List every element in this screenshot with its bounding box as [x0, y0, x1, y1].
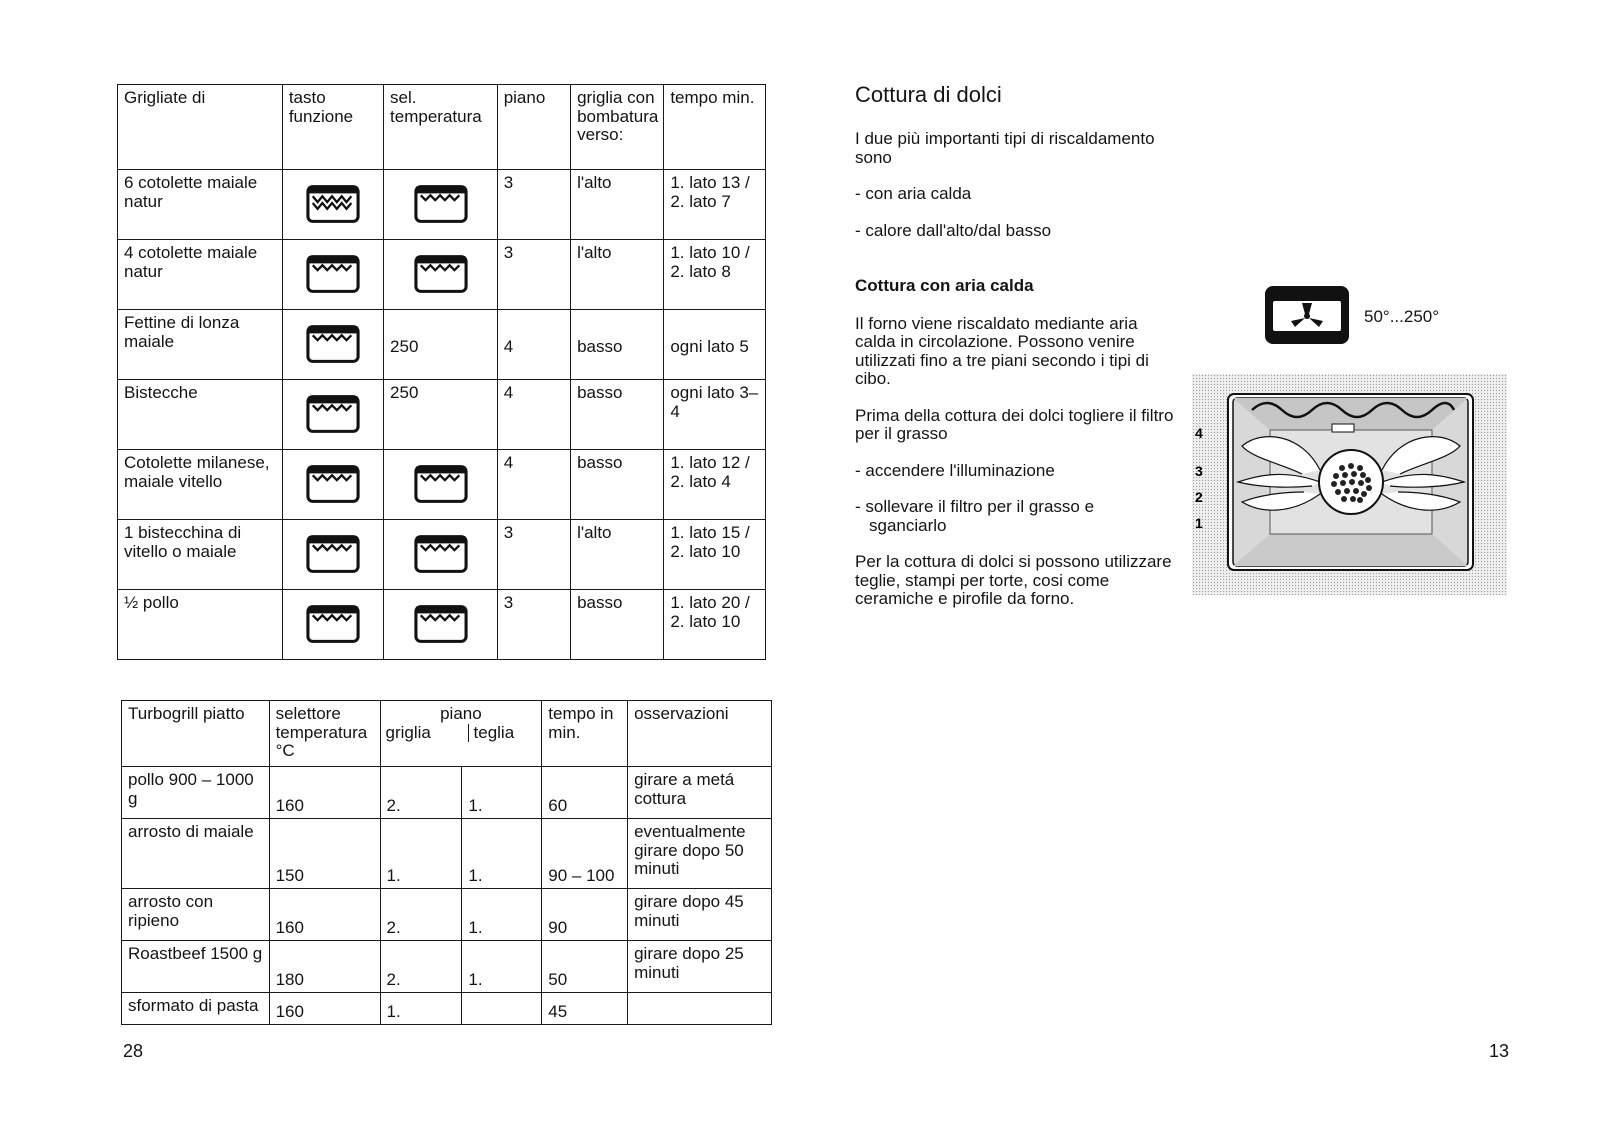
section-title: Cottura di dolci [855, 82, 1002, 107]
food-cell: Cotolette milanese, maiale vitello [118, 450, 283, 520]
grill-row [118, 240, 766, 310]
dish-cell: Roastbeef 1500 g [122, 941, 270, 993]
tempo-cell: 50 [542, 941, 628, 993]
note-cell: girare dopo 25 minuti [628, 941, 772, 993]
function-cell [282, 520, 383, 590]
griglia-cell: 2. [380, 767, 462, 819]
temp-cell: 150 [269, 819, 380, 889]
tempo-cell: 90 – 100 [542, 819, 628, 889]
piano-cell: 4 [497, 310, 570, 380]
griglia-cell: basso [571, 380, 664, 450]
bullet-light: - accendere l'illuminazione [855, 460, 1055, 480]
header-cell: Turbogrill piatto [122, 701, 270, 767]
teglia-cell: 1. [462, 889, 542, 941]
teglia-cell: 1. [462, 941, 542, 993]
grill-header-row [118, 85, 766, 170]
top-heat-icon [414, 534, 468, 574]
food-cell: 4 cotolette maiale natur [118, 240, 283, 310]
level-label: 3 [1195, 463, 1203, 479]
grill-row [118, 170, 766, 240]
top-heat-icon [306, 324, 360, 364]
dish-cell: pollo 900 – 1000 g [122, 767, 270, 819]
header-cell: selettore temperatura °C [269, 701, 380, 767]
temp-cell [384, 170, 498, 240]
top-heat-icon [306, 464, 360, 504]
piano-cell: 3 [497, 170, 570, 240]
oven-airflow-diagram [1192, 374, 1507, 595]
level-label: 4 [1195, 425, 1203, 441]
grill-row [118, 450, 766, 520]
tempo-cell: 60 [542, 767, 628, 819]
tempo-cell: ogni lato 5 [664, 310, 766, 380]
temp-cell: 160 [269, 889, 380, 941]
header-cell: piano [497, 85, 570, 170]
tempo-cell: 1. lato 20 / 2. lato 10 [664, 590, 766, 660]
griglia-cell: 2. [380, 889, 462, 941]
note-cell: girare dopo 45 minuti [628, 889, 772, 941]
turbo-row [122, 889, 772, 941]
dish-cell: arrosto di maiale [122, 819, 270, 889]
griglia-cell: l'alto [571, 520, 664, 590]
temp-cell: 160 [269, 767, 380, 819]
temp-cell: 180 [269, 941, 380, 993]
temp-cell [384, 590, 498, 660]
griglia-cell: basso [571, 310, 664, 380]
intro-text: I due più importanti tipi di riscaldamento sono [855, 129, 1155, 167]
top-heat-icon [414, 184, 468, 224]
turbo-row [122, 993, 772, 1025]
level-label: 2 [1195, 489, 1203, 505]
header-cell: sel. temperatura [384, 85, 498, 170]
tempo-cell: 1. lato 13 / 2. lato 7 [664, 170, 766, 240]
top-heat-icon [306, 534, 360, 574]
top-heat-icon [306, 394, 360, 434]
function-cell [282, 380, 383, 450]
dish-cell: sformato di pasta [122, 993, 270, 1025]
tempo-cell: 90 [542, 889, 628, 941]
grill-row [118, 380, 766, 450]
turbo-row [122, 767, 772, 819]
teglia-cell [462, 993, 542, 1025]
griglia-cell: l'alto [571, 240, 664, 310]
piano-cell: 3 [497, 590, 570, 660]
grill-row [118, 310, 766, 380]
temperature-range: 50°...250° [1364, 307, 1440, 326]
piano-cell: 4 [497, 450, 570, 520]
tempo-cell: 45 [542, 993, 628, 1025]
griglia-cell: l'alto [571, 170, 664, 240]
temp-cell [384, 520, 498, 590]
note-cell: girare a metá cottura [628, 767, 772, 819]
griglia-cell: 2. [380, 941, 462, 993]
bullet-hot-air: - con aria calda [855, 184, 972, 203]
piano-cell: 3 [497, 520, 570, 590]
dish-cell: arrosto con ripieno [122, 889, 270, 941]
temp-cell: 250 [384, 310, 498, 380]
header-cell-piano [380, 701, 542, 767]
header-cell: griglia con bombatura verso: [571, 85, 664, 170]
level-label: 1 [1195, 515, 1203, 531]
top-heat-icon [414, 254, 468, 294]
header-cell: tempo in min. [542, 701, 628, 767]
temp-cell [384, 450, 498, 520]
header-teglia-label: teglia [468, 724, 515, 743]
turbogrill-table [121, 700, 772, 1025]
function-cell [282, 240, 383, 310]
tempo-cell: ogni lato 3–4 [664, 380, 766, 450]
grill-row [118, 590, 766, 660]
tempo-cell: 1. lato 12 / 2. lato 4 [664, 450, 766, 520]
temp-cell: 250 [384, 380, 498, 450]
baking-section [855, 82, 1175, 627]
temp-cell: 160 [269, 993, 380, 1025]
griglia-cell: 1. [380, 993, 462, 1025]
grill-row [118, 520, 766, 590]
piano-cell: 4 [497, 380, 570, 450]
griglia-cell: basso [571, 590, 664, 660]
baking-tools-text: Per la cottura di dolci si possono utilizzare teglie, stampi per torte, cosi come ceramiche e pirofile da forno. [855, 552, 1172, 608]
page-number-left: 28 [123, 1041, 144, 1061]
oven-floor [1233, 534, 1468, 566]
header-cell: Grigliate di [118, 85, 283, 170]
page-number-right: 13 [1489, 1041, 1510, 1061]
griglia-cell: 1. [380, 819, 462, 889]
turbo-row [122, 941, 772, 993]
header-piano-label: piano [440, 704, 482, 723]
subsection-title: Cottura con aria calda [855, 276, 1034, 295]
header-griglia-label: griglia [385, 722, 431, 742]
function-cell [282, 310, 383, 380]
turbo-row [122, 819, 772, 889]
top-heat-icon [414, 604, 468, 644]
food-cell: 6 cotolette maiale natur [118, 170, 283, 240]
grill-wide-icon [306, 184, 360, 224]
note-cell: eventualmente girare dopo 50 minuti [628, 819, 772, 889]
header-cell: tasto funzione [282, 85, 383, 170]
food-cell: Bistecche [118, 380, 283, 450]
food-cell: 1 bistecchina di vitello o maiale [118, 520, 283, 590]
hot-air-fan-icon [1262, 283, 1352, 347]
piano-cell: 3 [497, 240, 570, 310]
turbo-header-row [122, 701, 772, 767]
top-heat-icon [306, 604, 360, 644]
teglia-cell: 1. [462, 767, 542, 819]
food-cell: ½ pollo [118, 590, 283, 660]
top-heat-icon [306, 254, 360, 294]
function-cell [282, 590, 383, 660]
griglia-cell: basso [571, 450, 664, 520]
grill-table [117, 84, 766, 660]
top-heat-icon [414, 464, 468, 504]
filter-text: Prima della cottura dei dolci togliere il filtro per il grasso [855, 405, 1174, 443]
bullet-top-bottom-heat: - calore dall'alto/dal basso [855, 220, 1052, 240]
tempo-cell: 1. lato 10 / 2. lato 8 [664, 240, 766, 310]
function-cell [282, 170, 383, 240]
function-cell [282, 450, 383, 520]
header-cell: tempo min. [664, 85, 766, 170]
bullet-filter: - sollevare il filtro per il grasso e sganciarlo [855, 497, 1095, 535]
teglia-cell: 1. [462, 819, 542, 889]
temp-cell [384, 240, 498, 310]
note-cell [628, 993, 772, 1025]
oven-lamp [1332, 424, 1354, 432]
header-cell: osservazioni [628, 701, 772, 767]
tempo-cell: 1. lato 15 / 2. lato 10 [664, 520, 766, 590]
food-cell: Fettine di lonza maiale [118, 310, 283, 380]
hot-air-text: Il forno viene riscaldato mediante aria calda in circolazione. Possono venire utilizzati fino a tre piani secondo i tipi di cibo. [855, 313, 1149, 388]
